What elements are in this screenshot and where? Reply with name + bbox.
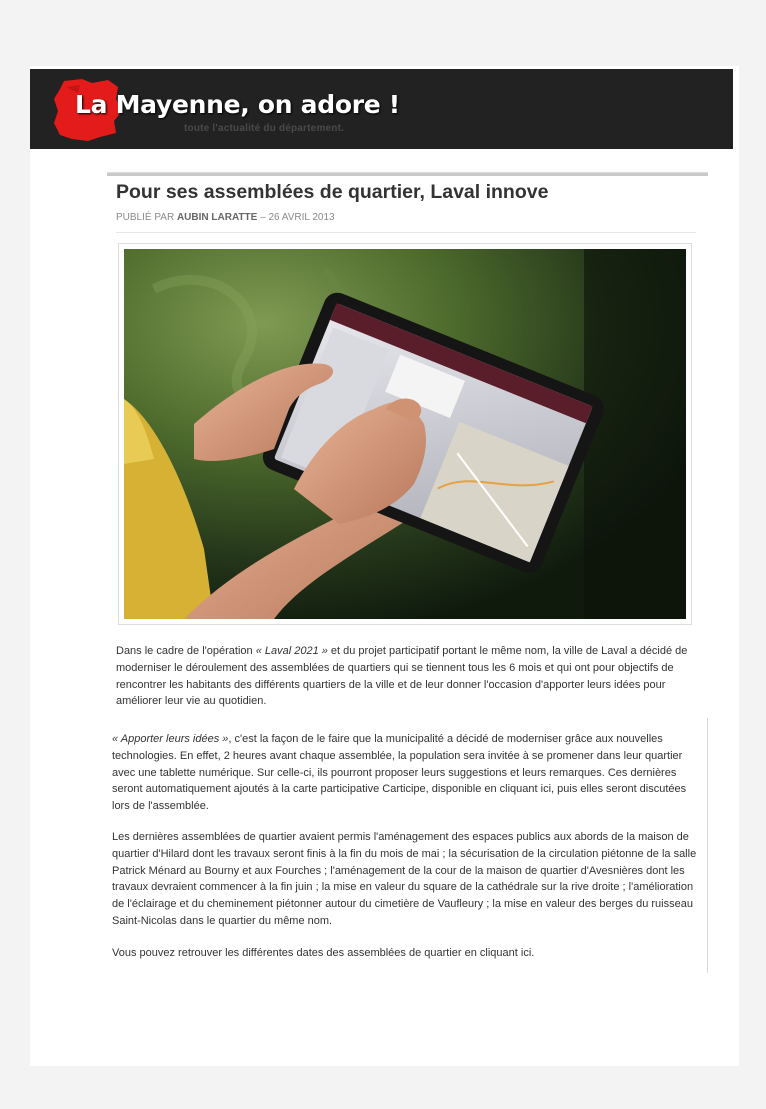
divider	[116, 232, 696, 233]
p1-emphasis: « Laval 2021 »	[255, 645, 328, 657]
p4-text-b: .	[531, 947, 535, 959]
p2-text-b: , c'est la façon de le faire que la municipalité a décidé de moderniser grâce aux nouvelles technologies. En effet, 2 heures avant chaque assemblée, la population sera invitée à se promener dans leur quartier avec une tablette numérique. Sur celle-ci, ils pourront proposer leurs suggestions et leurs remarques. Ces dernières seront automatiquement ajoutés à la carte participative Carticipe, disponible en	[112, 733, 683, 796]
carticipe-link[interactable]: cliquant ici	[499, 783, 552, 796]
post-photo-frame	[118, 243, 692, 625]
dates-link[interactable]: cliquant ici	[479, 947, 532, 959]
p1-text-a: Dans le cadre de l'opération	[116, 645, 256, 657]
tablet-photo	[124, 249, 686, 619]
post-meta	[116, 212, 335, 223]
page	[30, 66, 739, 1066]
post-title[interactable]: Pour ses assemblées de quartier, Laval innove	[116, 181, 549, 203]
paragraph	[116, 643, 706, 710]
site-title[interactable]: La Mayenne, on adore !	[75, 90, 400, 119]
p1-text-c: et du projet participatif portant le même nom, la ville de Laval a décidé de moderniser le déroulement des assemblées de quartiers qui se tiennent tous les 6 mois et qui ont pour objectifs de rencontrer les habitants des différents quartiers de la ville et de leur donner l'occasion d'apporter leurs idées pour améliorer leur vie au quotidien.	[116, 645, 688, 708]
post-date: 26 AVRIL 2013	[268, 212, 335, 223]
quote-border	[707, 718, 708, 973]
p4-text-a: Vous pouvez retrouver les différentes dates des assemblées de quartier en	[112, 947, 480, 959]
p2-emphasis: « Apporter leurs idées »	[112, 733, 229, 745]
paragraph: Les dernières assemblées de quartier avaient permis l'aménagement des espaces publics aux abords de la maison de quartier d'Hilard dont les travaux seront finis à la fin du mois de mai ; la sécurisation de la circulation piétonne de la salle Patrick Ménard au Bourny et aux Fourches ; l'aménagement de la cour de la maison de quartier d'Avesnières dont les travaux devraient commencer à la fin juin ; la mise en valeur du square de la cathédrale sur la rive droite ; l'amélioration de l'éclairage et du cheminement piétonner autour du cimetière de Vaufleury ; la mise en valeur des berges du ruisseau Saint-Nicolas dans le quartier du même nom.	[112, 831, 697, 927]
site-banner	[30, 69, 733, 149]
p2-text-c: , puis elles seront discutées lors de l'assemblée.	[112, 783, 687, 813]
divider	[107, 172, 708, 176]
meta-prefix: PUBLIÉ PAR	[116, 212, 177, 223]
site-tagline: toute l'actualité du département.	[184, 123, 345, 134]
post-author[interactable]: AUBIN LARATTE	[176, 212, 258, 223]
meta-separator: –	[257, 212, 269, 223]
paragraph	[112, 731, 702, 815]
paragraph	[112, 945, 702, 962]
